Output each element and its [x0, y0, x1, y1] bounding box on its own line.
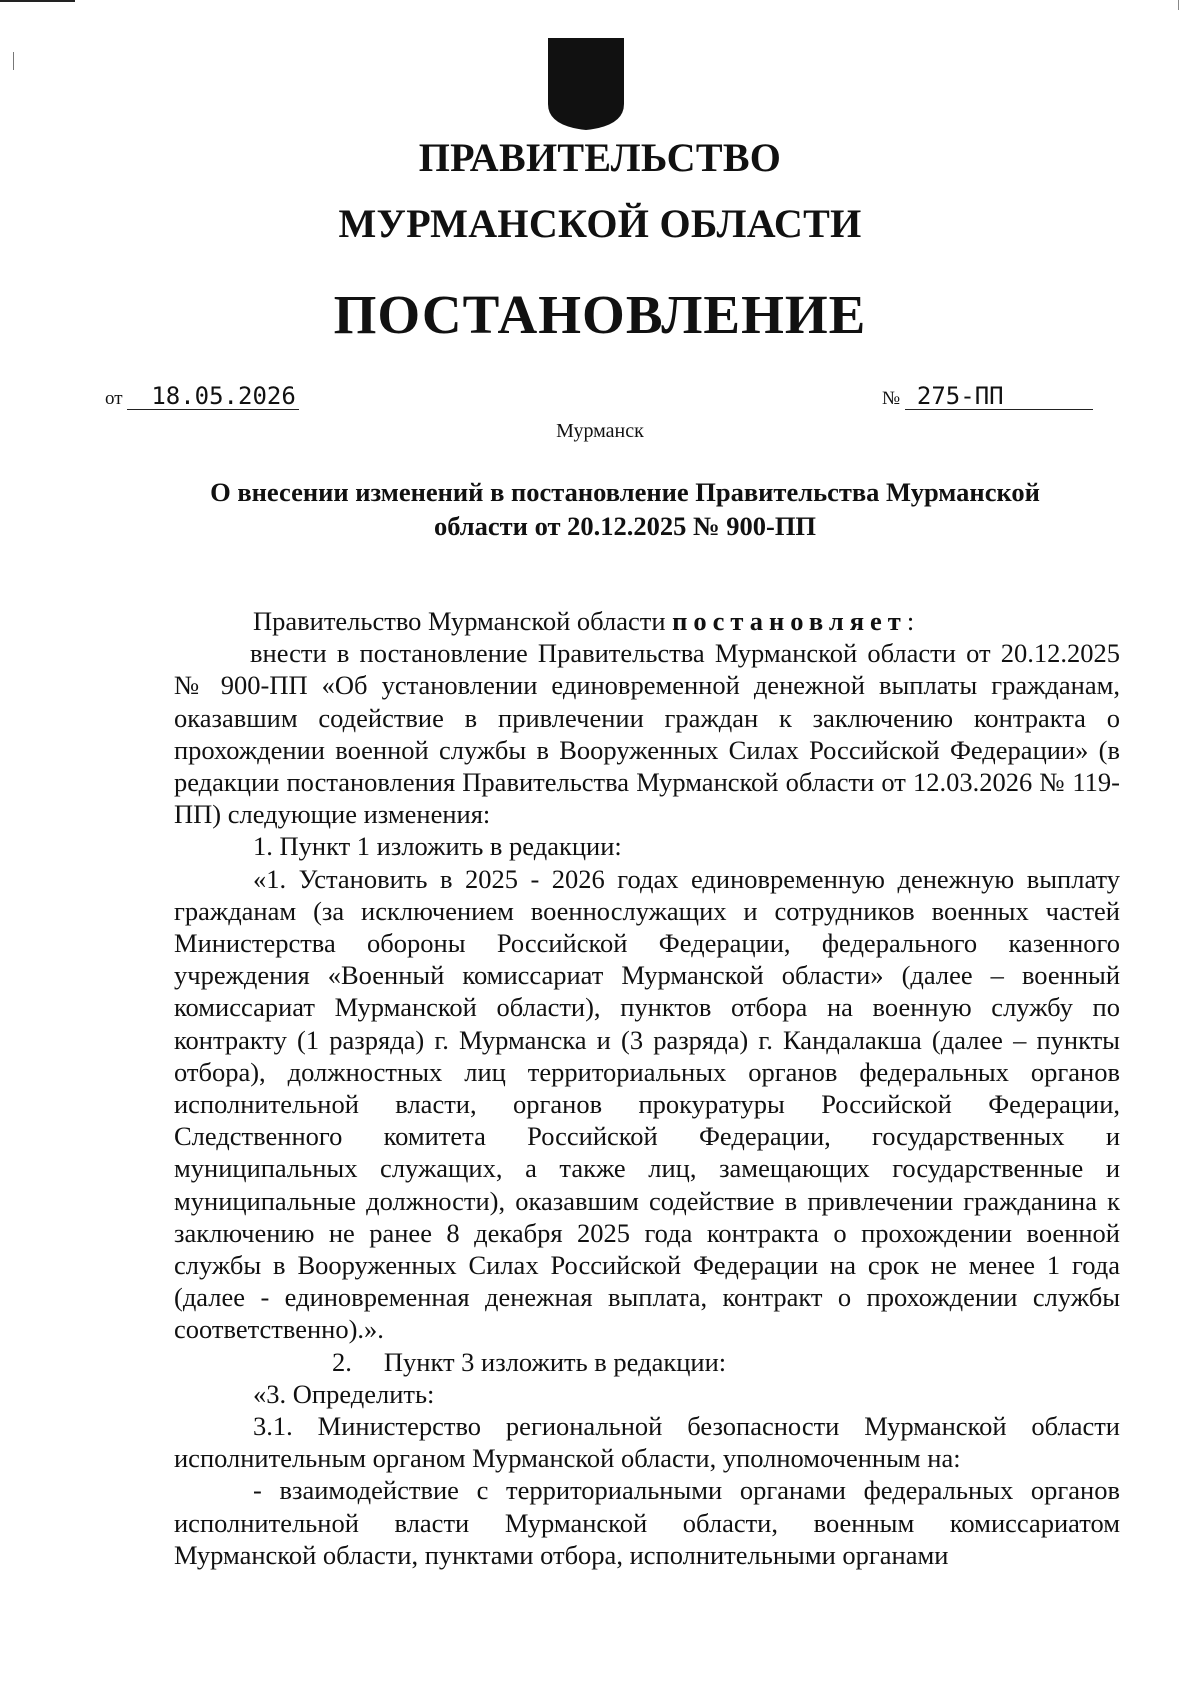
- coat-of-arms-icon: [546, 36, 626, 132]
- date-prefix: от: [105, 388, 123, 409]
- scan-edge-mark: [1178, 0, 1179, 10]
- date-value: 18.05.2026: [127, 383, 299, 410]
- item-3-1-a-paragraph: - взаимодействие с территориальными органами федеральных органов исполнительной власти Мурманской области, военным комиссариатом Мурманской области, пунктами отбора, исполнительными органами: [174, 1475, 1120, 1570]
- intro-colon: :: [906, 606, 915, 636]
- item-3-1-paragraph: 3.1. Министерство региональной безопасности Мурманской области исполнительным органом Мурманской области, уполномоченным на:: [174, 1411, 1120, 1474]
- item-1-heading: 1. Пункт 1 изложить в редакции:: [253, 831, 622, 862]
- scan-edge-mark: [0, 0, 75, 2]
- item-2-text: Пункт 3 изложить в редакции:: [383, 1346, 727, 1377]
- intro-resolves: постановляет: [672, 606, 907, 636]
- title-line-2: области от 20.12.2025 № 900-ПП: [433, 511, 817, 541]
- government-name-line-2: МУРМАНСКОЙ ОБЛАСТИ: [338, 201, 862, 246]
- item-2-quote: «3. Определить:: [253, 1378, 435, 1409]
- document-title: [150, 475, 1100, 543]
- intro-paragraph: [174, 605, 1120, 637]
- number-prefix: №: [882, 388, 901, 409]
- intro-text: Правительство Мурманской области: [253, 606, 673, 636]
- document-body: [174, 605, 1120, 1571]
- document-number: [882, 383, 1093, 410]
- city-name: Мурманск: [556, 420, 644, 442]
- title-line-1: О внесении изменений в постановление Правительства Мурманской: [210, 477, 1040, 507]
- item-1-text: «1. Установить в 2025 - 2026 годах единовременную денежную выплату гражданам (за исключением военнослужащих и сотрудников военных частей Министерства обороны Российской Федерации, федерального казенного учреждения «Военный комиссариат Мурманской области» (далее – военный комиссариат Мурманской области), пунктов отбора на военную службу по контракту (1 разряда) г. Мурманска и (3 разряда) г. Кандалакша (далее – пункты отбора), должностных лиц территориальных органов федеральных органов исполнительной власти, органов прокуратуры Российской Федерации, Следственного комитета Российской Федерации, государственных и муниципальных служащих, а также лиц, замещающих государственные и муниципальные должности), оказавшим содействие в привлечении гражданина к заключению не ранее 8 декабря 2025 года контракта о прохождении военной службы в Вооруженных Силах Российской Федерации на срок не менее 1 года (далее - единовременная денежная выплата, контракт о прохождении службы соответственно).».: [174, 863, 1120, 1345]
- item-2-number: 2.: [332, 1346, 352, 1377]
- document-type-heading: ПОСТАНОВЛЕНИЕ: [333, 284, 867, 345]
- preamble-paragraph: внести в постановление Правительства Мурманской области от 20.12.2025 № 900-ПП «Об установлении единовременной денежной выплаты гражданам, оказавшим содействие в привлечении граждан к заключению контракта о прохождении военной службы в Вооруженных Силах Российской Федерации» (в редакции постановления Правительства Мурманской области от 12.03.2026 № 119-ПП) следующие изменения:: [174, 638, 1120, 830]
- item-2-heading: [174, 1346, 1120, 1378]
- government-name-line-1: ПРАВИТЕЛЬСТВО: [418, 135, 782, 180]
- document-date: [105, 383, 299, 410]
- scan-edge-mark: [13, 52, 14, 70]
- number-value: 275-ПП: [905, 383, 1093, 410]
